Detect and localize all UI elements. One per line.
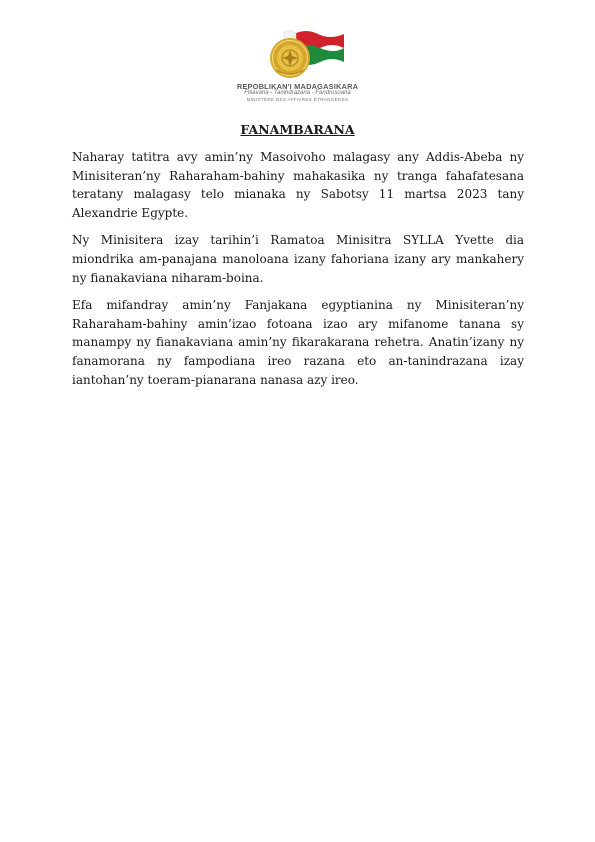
national-emblem-logo-icon [246,22,350,82]
national-motto: Fitiavana - Tanindrazana - Fandrosoana [244,90,351,96]
paragraph-3: Efa mifandray amin’ny Fanjakana egyptianina ny Minisiteran’ny Raharaham-bahiny amin’izao fotoana izao ary mifanome tanana sy manampy ny fianakaviana amin’ny fikarakarana rehetra. Anatin’izany ny fanamorana ny fampodiana ireo razana eto an-tanindrazana izay iantohan’ny toeram-pianarana nanasa azy ireo. [72,298,524,387]
document-body [72,148,524,398]
ministry-name: MINISTÈRE DES AFFAIRES ÉTRANGÈRES [246,97,349,102]
org-name: REPOBLIKAN'I MADAGASIKARA [236,82,359,91]
gold-seal-icon [270,38,310,78]
paragraph-1: Naharay tatitra avy amin’ny Masoivoho malagasy any Addis-Abeba ny Minisiteran’ny Raharaham-bahiny mahakasika ny tranga fahafatesana teratany malagasy telo mianaka ny Sabotsy 11 martsa 2023 tany Alexandrie Egypte. [72,150,524,220]
paragraph-2: Ny Minisitera izay tarihin’i Ramatoa Minisitra SYLLA Yvette dia miondrika am-panajana manoloana izany fahoriana izany ary mankahery ny fianakaviana niharam-boina. [72,233,524,285]
document-title: FANAMBARANA [240,122,355,137]
letterhead [0,22,595,102]
